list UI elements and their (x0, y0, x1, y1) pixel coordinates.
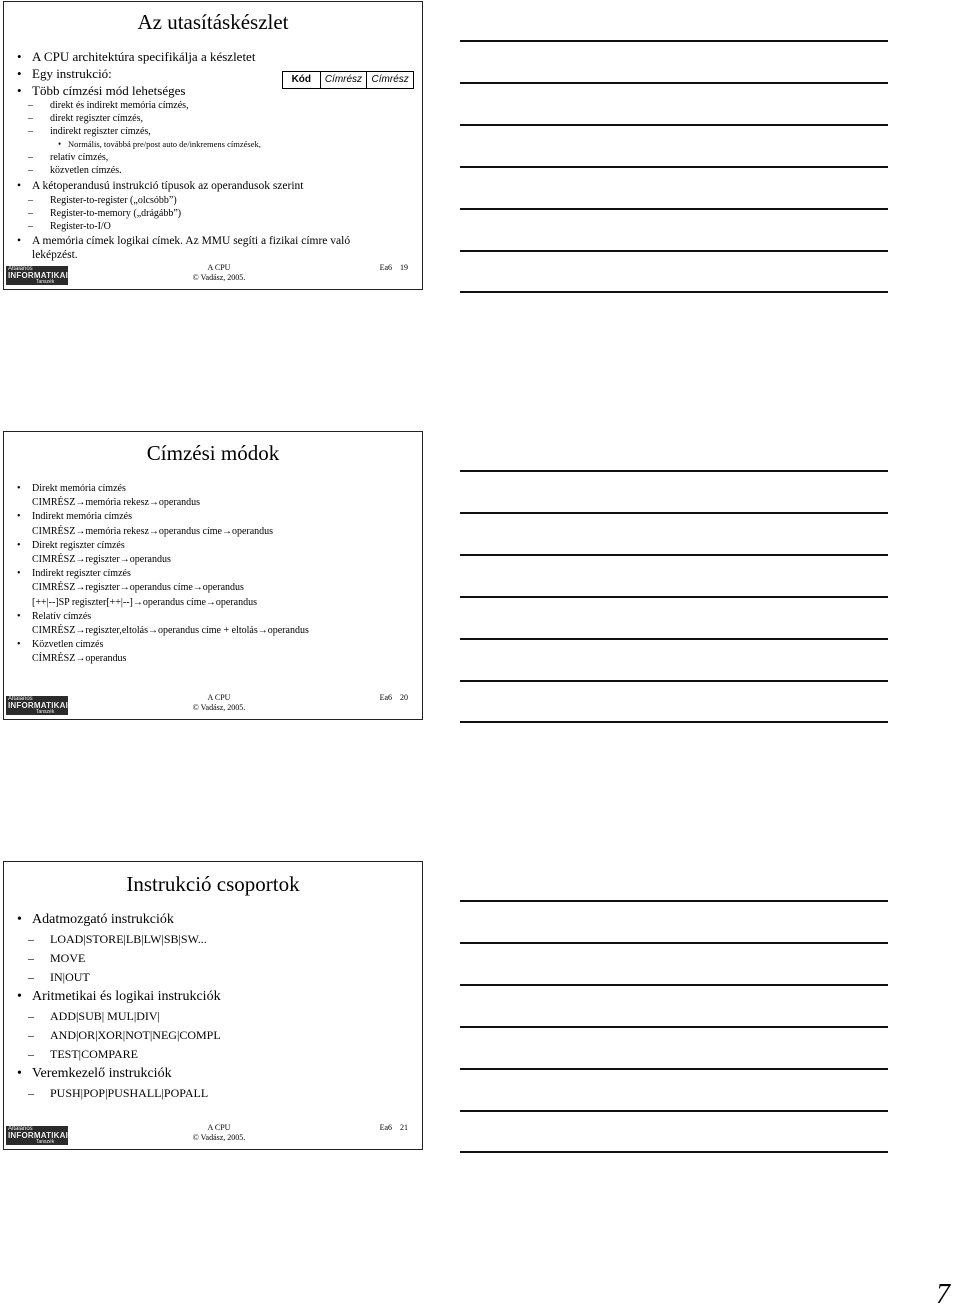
footer-center (174, 693, 264, 713)
list-item: • Veremkezelő instrukciók (14, 1064, 414, 1084)
list-item-continuation: CIMRÉSZ→memória rekesz→operandus (32, 497, 201, 509)
footer-lecture: Ea6 (379, 693, 392, 702)
note-line (460, 984, 888, 986)
note-line (460, 40, 888, 42)
slide-footer (4, 693, 422, 715)
address-field: Címrész (321, 72, 368, 88)
list-item: • Normális, továbbá pre/post auto de/inkremens címzések, (14, 138, 414, 151)
note-line (460, 942, 888, 944)
note-line (460, 721, 888, 723)
list-item: – Register-to-I/O (14, 220, 414, 234)
list-item: • Direkt memória címzés (14, 482, 414, 496)
footer-copyright: © Vadász, 2005. (192, 273, 246, 282)
code-field: Kód (283, 72, 321, 88)
list-item-continuation: CIMRÉSZ→regiszter→operandus címe→operandus (32, 582, 244, 594)
slide-20 (3, 431, 423, 720)
list-item: – indirekt regiszter címzés, (14, 125, 414, 138)
list-item: – MOVE (14, 949, 414, 968)
list-item: • Több címzési mód lehetséges (14, 82, 414, 99)
slide-19 (3, 1, 423, 290)
bullet-list (14, 48, 414, 262)
department-logo: Általános INFORMATIKAI Tanszék (8, 266, 68, 285)
slide-title: Instrukció csoportok (126, 872, 300, 896)
slide-title: Az utasításkészlet (137, 10, 289, 34)
list-item: – IN|OUT (14, 967, 414, 987)
list-item: – Register-to-register („olcsóbb”) (14, 194, 414, 207)
footer-topic: A CPU (207, 1123, 231, 1132)
note-line (460, 900, 888, 902)
note-line (460, 208, 888, 210)
list-item-continuation: CIMRÉSZ→regiszter,eltolás→operandus címe + eltolás→operandus (32, 625, 309, 637)
department-logo: Általános INFORMATIKAI Tanszék (8, 696, 68, 715)
note-line (460, 250, 888, 252)
list-item: – direkt és indirekt memória címzés, (14, 99, 414, 112)
note-line (460, 638, 888, 640)
note-line (460, 596, 888, 598)
slide-number: 20 (400, 693, 408, 702)
list-item-continuation: CIMRÉSZ→memória rekesz→operandus címe→operandus (32, 525, 274, 537)
list-item: – TEST|COMPARE (14, 1044, 414, 1064)
list-item: • Indirekt regiszter címzés (14, 567, 414, 581)
slide-footer (4, 263, 422, 285)
list-item: • A CPU architektúra specifikálja a készletet (14, 48, 414, 65)
slide-number: 19 (400, 263, 408, 272)
list-item: • Közvetlen címzés (14, 638, 414, 652)
footer-lecture: Ea6 (379, 1123, 392, 1132)
list-item: – AND|OR|XOR|NOT|NEG|COMPL (14, 1026, 414, 1045)
list-item: – PUSH|POP|PUSHALL|POPALL (14, 1084, 414, 1103)
list-item: • A memória címek logikai címek. Az MMU segíti a fizikai címre való (14, 234, 414, 248)
note-line (460, 554, 888, 556)
department-logo: Általános INFORMATIKAI Tanszék (8, 1126, 68, 1145)
bullet-list (14, 910, 414, 1103)
list-item: • Indirekt memória címzés (14, 510, 414, 524)
list-item: • Adatmozgató instrukciók (14, 910, 414, 930)
note-line (460, 291, 888, 293)
footer-lecture: Ea6 (379, 263, 392, 272)
slide-footer (4, 1123, 422, 1145)
list-item-continuation: leképzést. (32, 249, 78, 261)
slide-number: 21 (400, 1123, 408, 1132)
footer-copyright: © Vadász, 2005. (192, 703, 246, 712)
address-field: Címrész (371, 74, 409, 85)
note-line (460, 1110, 888, 1112)
footer-right (380, 263, 408, 273)
note-line (460, 680, 888, 682)
list-item: • Relatív címzés (14, 610, 414, 624)
list-item-continuation: CÍMRÉSZ→operandus (32, 653, 127, 665)
note-line (460, 166, 888, 168)
note-line (460, 1026, 888, 1028)
list-item: – ADD|SUB| MUL|DIV| (14, 1007, 414, 1026)
list-item: – közvetlen címzés. (14, 164, 414, 178)
list-item: – direkt regiszter címzés, (14, 112, 414, 125)
list-item: • Egy instrukció: (14, 65, 414, 82)
note-line (460, 1068, 888, 1070)
bullet-list (14, 482, 414, 667)
list-item: – relatív címzés, (14, 151, 414, 164)
note-line (460, 470, 888, 472)
note-line (460, 124, 888, 126)
footer-center (174, 1123, 264, 1143)
footer-center (174, 263, 264, 283)
note-line (460, 82, 888, 84)
list-item: • Aritmetikai és logikai instrukciók (14, 987, 414, 1007)
list-item: – Register-to-memory („drágább”) (14, 207, 414, 220)
footer-topic: A CPU (207, 263, 231, 272)
footer-copyright: © Vadász, 2005. (192, 1133, 246, 1142)
slide-21 (3, 861, 423, 1150)
page-number: 7 (936, 1279, 950, 1310)
footer-topic: A CPU (207, 693, 231, 702)
list-item: • A kétoperandusú instrukció típusok az operandusok szerint (14, 178, 414, 194)
slide-title: Címzési módok (146, 441, 280, 465)
list-item-continuation: [++|--]SP regiszter[++|--]→operandus címe→operandus (32, 596, 258, 608)
footer-right (380, 1123, 408, 1133)
list-item: • Direkt regiszter címzés (14, 539, 414, 553)
note-line (460, 512, 888, 514)
footer-right (380, 693, 408, 703)
list-item-continuation: CIMRÉSZ→regiszter→operandus (32, 554, 171, 566)
list-item: – LOAD|STORE|LB|LW|SB|SW... (14, 930, 414, 949)
note-line (460, 1151, 888, 1153)
